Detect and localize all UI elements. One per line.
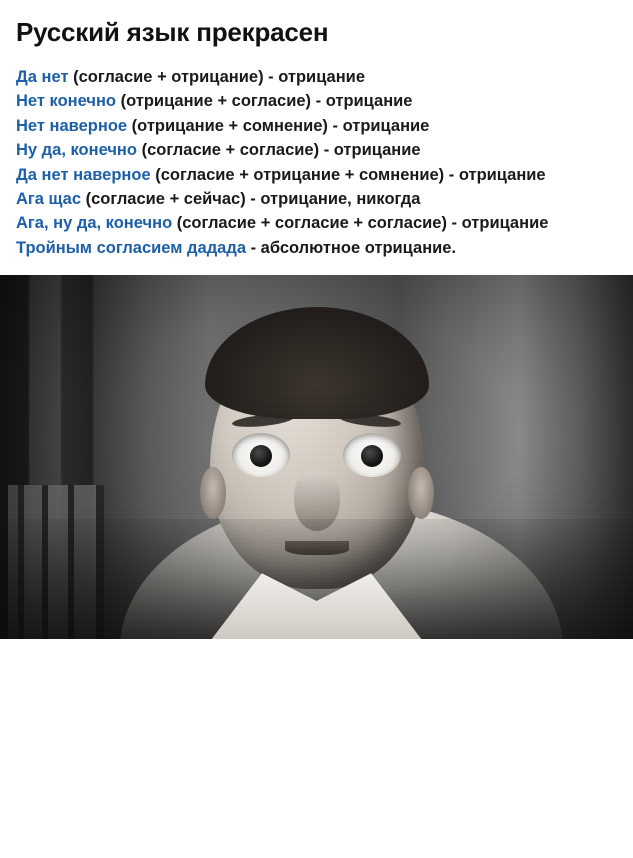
meme-line-highlight: Тройным согласием дадада [16,238,246,257]
meme-line-highlight: Да нет наверное [16,165,151,184]
photo-ear-right [200,467,226,519]
meme-line-rest: - абсолютное отрицание. [246,238,457,257]
meme-line [16,188,617,211]
meme-photo [0,275,633,639]
meme-line [16,237,617,260]
meme-line [16,66,617,89]
meme-title: Русский язык прекрасен [16,17,329,47]
meme-line-rest: (согласие + отрицание + сомнение) - отрицание [150,165,546,184]
meme-line-rest: (отрицание + сомнение) - отрицание [127,116,430,135]
photo-pupil-left [250,445,272,467]
meme-line-highlight: Ага, ну да, конечно [16,214,173,233]
meme-text-block [0,0,633,267]
meme-line-highlight: Нет конечно [16,92,117,111]
meme-line [16,164,617,187]
photo-eye-right [343,433,401,477]
meme-line-highlight: Нет наверное [16,116,128,135]
meme-line [16,115,617,138]
photo-pupil-right [361,445,383,467]
meme-line [16,139,617,162]
meme-line [16,90,617,113]
photo-ear-left [408,467,434,519]
meme-line [16,212,617,235]
meme-line-highlight: Ну да, конечно [16,141,137,160]
meme-line-rest: (согласие + согласие) - отрицание [136,141,421,160]
meme-lines-list [16,66,617,260]
meme-line-rest: (согласие + отрицание) - отрицание [68,67,365,86]
meme-line-highlight: Ага щас [16,190,82,208]
meme-line-rest: (согласие + сейчас) - отрицание, никогда [81,190,421,208]
meme-line-rest: (отрицание + согласие) - отрицание [116,92,413,111]
photo-eye-left [232,433,290,477]
meme-line-rest: (согласие + согласие + согласие) - отрицание [172,214,549,233]
meme-line-highlight: Да нет [16,67,69,86]
